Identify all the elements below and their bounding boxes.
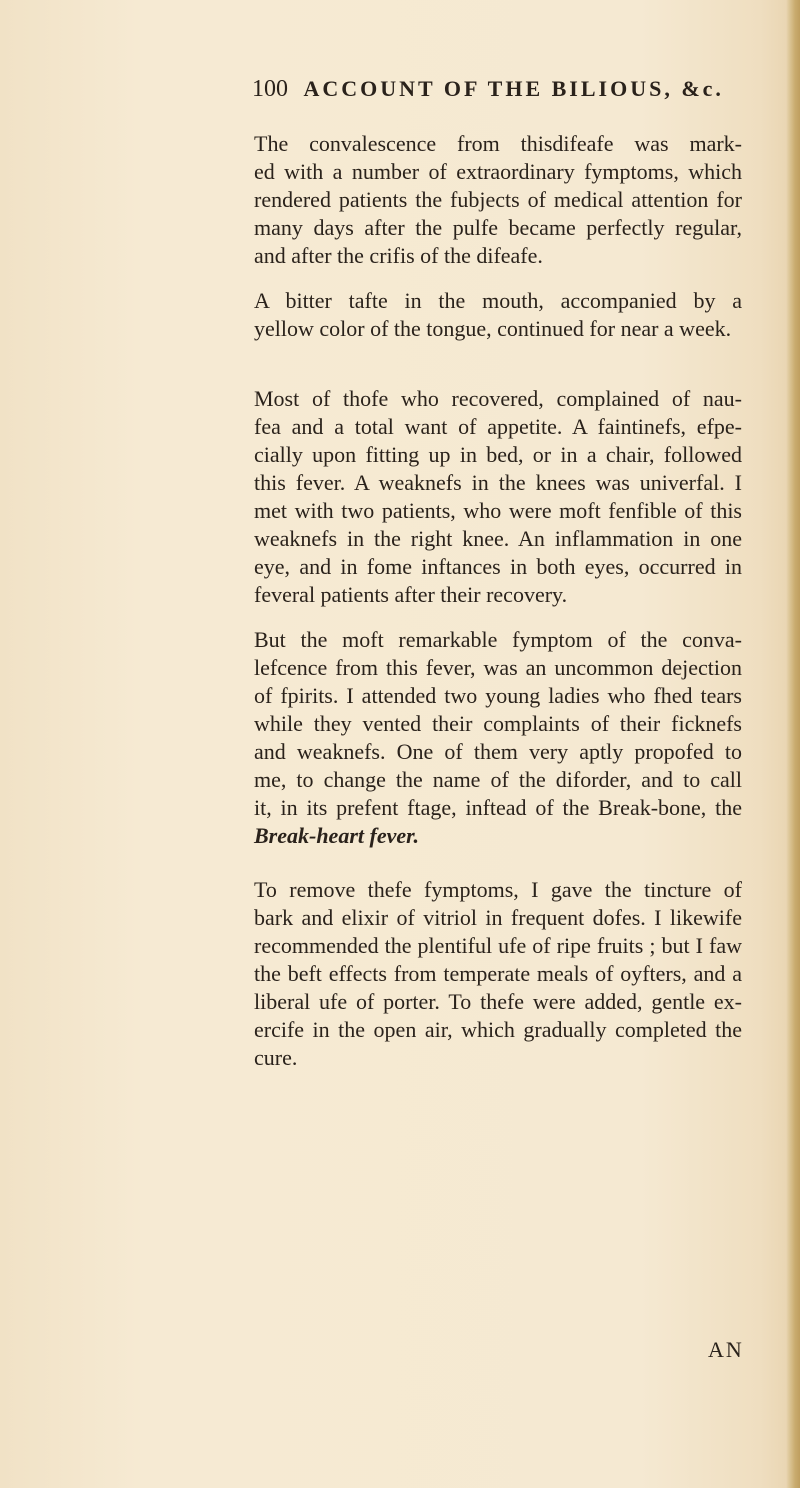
text-line: it, in its prefent ftage, inftead of the Break-bone, the [254, 795, 742, 820]
text-line: and after the crifis of the difeafe. [254, 243, 543, 268]
text-line: feveral patients after their recovery. [254, 582, 568, 607]
text-line: ercife in the open air, which gradually completed the [254, 1017, 742, 1042]
text-line: recommended the plentiful ufe of ripe fruits ; but I faw [254, 933, 742, 958]
text-line: lefcence from this fever, was an uncommon dejection [254, 655, 742, 680]
text-line: of fpirits. I attended two young ladies who fhed tears [254, 683, 742, 708]
paragraph-recovery [254, 385, 742, 609]
catchword: AN [708, 1337, 744, 1362]
text-line: rendered patients the fubjects of medical attention for [254, 187, 742, 212]
text-line: fea and a total want of appetite. A faintinefs, efpe- [254, 414, 742, 439]
text-line: To remove thefe fymptoms, I gave the tincture of [254, 877, 742, 902]
text-line: The convalescence from thisdifeafe was mark- [254, 131, 742, 156]
text-line: liberal ufe of porter. To thefe were added, gentle ex- [254, 989, 742, 1014]
text-line: the beft effects from temperate meals of oyfters, and a [254, 961, 742, 986]
text-line: ed with a number of extraordinary fymptoms, which [254, 159, 742, 184]
text-line: A bitter tafte in the mouth, accompanied by a [254, 288, 742, 313]
page-header [252, 76, 762, 103]
paragraph-dejection [254, 626, 742, 850]
text-line: cially upon fitting up in bed, or in a chair, followed [254, 442, 742, 467]
text-line: me, to change the name of the diforder, and to call [254, 767, 742, 792]
text-line: eye, and in fome inftances in both eyes, occurred in [254, 554, 742, 579]
paragraph-bitter-taste [254, 287, 742, 343]
text-line: But the moft remarkable fymptom of the conva- [254, 627, 742, 652]
text-line: Break-heart fever. [254, 823, 419, 848]
text-line: Most of thofe who recovered, complained of nau- [254, 386, 742, 411]
paragraph-convalescence [254, 130, 742, 270]
text-line: cure. [254, 1045, 298, 1070]
text-line: while they vented their complaints of their ficknefs [254, 711, 742, 736]
text-line: yellow color of the tongue, continued for near a week. [254, 316, 732, 341]
running-head: ACCOUNT OF THE BILIOUS, &c. [303, 76, 724, 101]
page-edge [786, 0, 800, 1488]
text-line: weaknefs in the right knee. An inflammation in one [254, 526, 742, 551]
paragraph-remedies [254, 876, 742, 1072]
text-line: many days after the pulfe became perfectly regular, [254, 215, 742, 240]
text-line: met with two patients, who were moft fenfible of this [254, 498, 742, 523]
text-line: and weaknefs. One of them very aptly propofed to [254, 739, 742, 764]
page-number: 100 [252, 76, 288, 102]
text-line: bark and elixir of vitriol in frequent dofes. I likewife [254, 905, 742, 930]
text-line: this fever. A weaknefs in the knees was univerfal. I [254, 470, 742, 495]
